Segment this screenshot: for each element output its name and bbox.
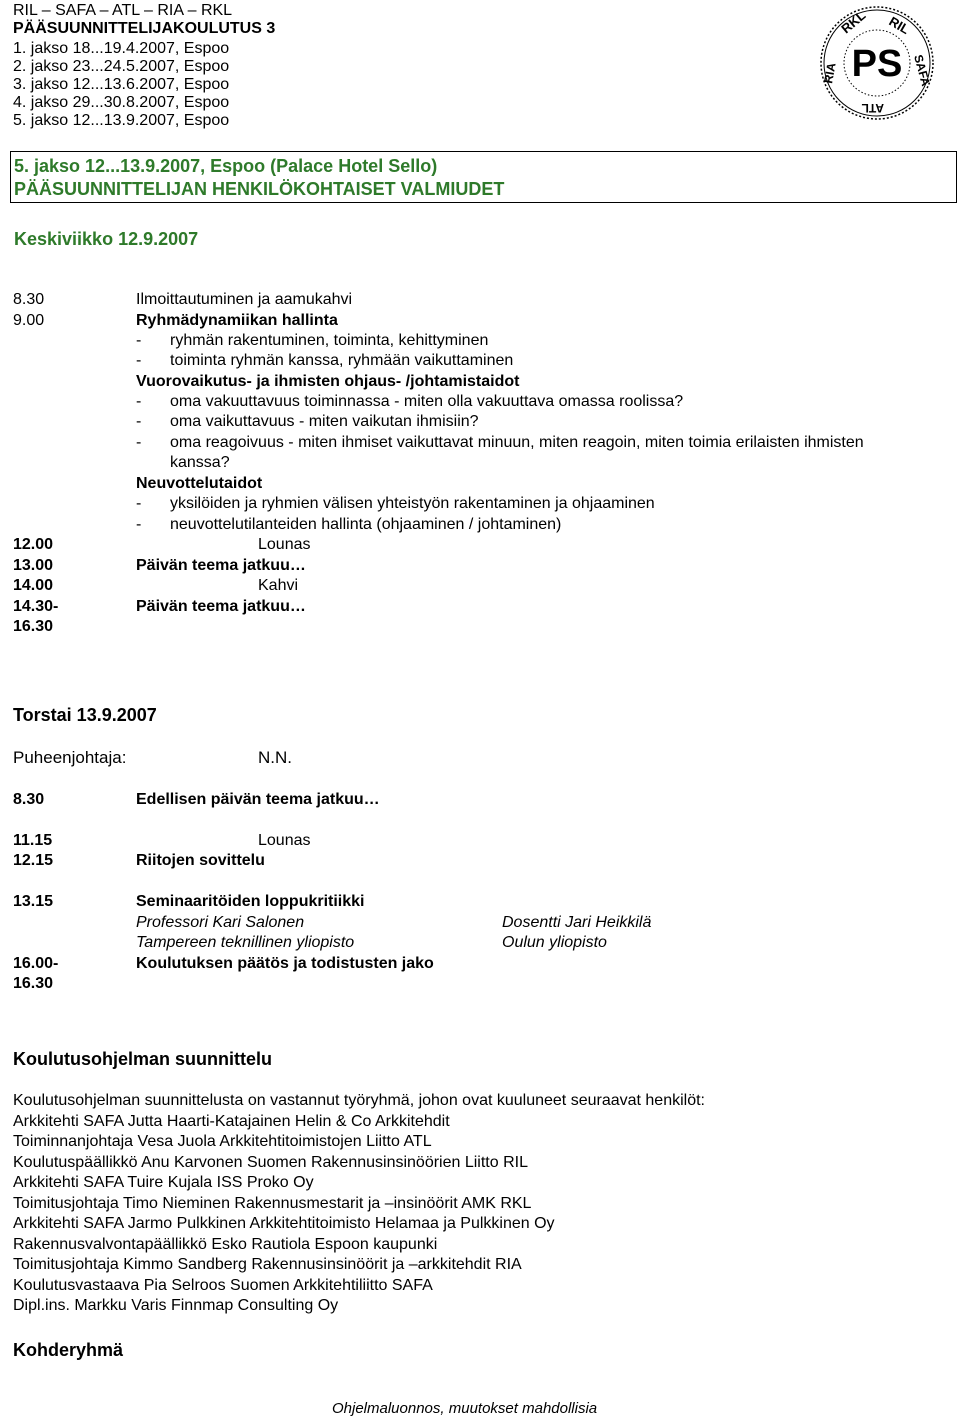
day2-title: Torstai 13.9.2007 bbox=[13, 705, 157, 725]
time: 8.30 bbox=[13, 791, 45, 808]
person-item: Koulutusvastaava Pia Selroos Suomen Arkkitehtiliitto SAFA bbox=[13, 1277, 433, 1294]
time: 8.30 bbox=[13, 291, 45, 308]
person-item: Toiminnanjohtaja Vesa Juola Arkkitehtitoimistojen Liitto ATL bbox=[13, 1133, 432, 1150]
person-item: Koulutuspäällikkö Anu Karvonen Suomen Rakennusinsinöörien Liitto RIL bbox=[13, 1154, 528, 1171]
speaker-name: Professori Kari Salonen bbox=[136, 914, 305, 931]
period-item: 1. jakso 18...19.4.2007, Espoo bbox=[13, 40, 230, 57]
logo-center-text: PS bbox=[851, 43, 903, 85]
person-item: Rakennusvalvontapäällikkö Esko Rautiola Espoon kaupunki bbox=[13, 1236, 438, 1253]
banner-line2: PÄÄSUUNNITTELIJAN HENKILÖKOHTAISET VALMIUDET bbox=[14, 179, 505, 199]
svg-text:RKL: RKL bbox=[838, 7, 869, 37]
speaker-name: Dosentti Jari Heikkilä bbox=[502, 914, 652, 931]
header-organizations: RIL – SAFA – ATL – RIA – RKL bbox=[13, 2, 233, 19]
bullet-text-cont: kanssa? bbox=[170, 454, 230, 471]
bullet-text: toiminta ryhmän kanssa, ryhmään vaikuttaminen bbox=[170, 352, 514, 369]
person-item: Arkkitehti SAFA Jutta Haarti-Katajainen Helin & Co Arkkitehdit bbox=[13, 1113, 450, 1130]
subheading: Vuorovaikutus- ja ihmisten ohjaus- /johtamistaidot bbox=[136, 373, 520, 390]
agenda-item: Seminaaritöiden loppukritiikki bbox=[136, 893, 365, 910]
time: 16.00- bbox=[13, 955, 59, 972]
chair-label: Puheenjohtaja: bbox=[13, 748, 127, 767]
time: 12.15 bbox=[13, 852, 54, 869]
planning-title: Koulutusohjelman suunnittelu bbox=[13, 1049, 272, 1069]
time: 9.00 bbox=[13, 312, 45, 329]
period-item: 2. jakso 23...24.5.2007, Espoo bbox=[13, 58, 230, 75]
person-item: Toimitusjohtaja Timo Nieminen Rakennusmestarit ja –insinöörit AMK RKL bbox=[13, 1195, 532, 1212]
svg-text:RIA: RIA bbox=[821, 61, 839, 85]
target-group-title: Kohderyhmä bbox=[13, 1340, 124, 1360]
period-item: 4. jakso 29...30.8.2007, Espoo bbox=[13, 94, 230, 111]
time: 16.30 bbox=[13, 975, 54, 992]
speaker-org: Tampereen teknillinen yliopisto bbox=[136, 934, 355, 951]
period-item: 5. jakso 12...13.9.2007, Espoo bbox=[13, 112, 230, 129]
time: 13.00 bbox=[13, 557, 54, 574]
agenda-item: Riitojen sovittelu bbox=[136, 852, 265, 869]
time: 14.30- bbox=[13, 598, 59, 615]
agenda-item: Ilmoittautuminen ja aamukahvi bbox=[136, 291, 353, 308]
bullet-text: neuvottelutilanteiden hallinta (ohjaaminen / johtaminen) bbox=[170, 516, 562, 533]
bullet-text: oma vakuuttavuus toiminnassa - miten olla vakuuttava omassa roolissa? bbox=[170, 393, 684, 410]
person-item: Dipl.ins. Markku Varis Finnmap Consulting Oy bbox=[13, 1297, 339, 1314]
person-item: Arkkitehti SAFA Jarmo Pulkkinen Arkkitehtitoimisto Helamaa ja Pulkkinen Oy bbox=[13, 1215, 555, 1232]
bullet-dash: - bbox=[136, 393, 142, 410]
time: 14.00 bbox=[13, 577, 54, 594]
bullet-dash: - bbox=[136, 413, 142, 430]
agenda-item: Koulutuksen päätös ja todistusten jako bbox=[136, 955, 434, 972]
agenda-item: Edellisen päivän teema jatkuu… bbox=[136, 791, 380, 808]
bullet-text: ryhmän rakentuminen, toiminta, kehittyminen bbox=[170, 332, 489, 349]
svg-text:SAFA: SAFA bbox=[911, 53, 933, 88]
agenda-item: Lounas bbox=[258, 832, 311, 849]
person-item: Arkkitehti SAFA Tuire Kujala ISS Proko Oy bbox=[13, 1174, 314, 1191]
bullet-dash: - bbox=[136, 332, 142, 349]
svg-text:ATL: ATL bbox=[861, 101, 884, 115]
time: 13.15 bbox=[13, 893, 54, 910]
person-item: Toimitusjohtaja Kimmo Sandberg Rakennusinsinöörit ja –arkkitehdit RIA bbox=[13, 1256, 522, 1273]
subheading: Neuvottelutaidot bbox=[136, 475, 263, 492]
chair-value: N.N. bbox=[258, 748, 292, 767]
period-item: 3. jakso 12...13.6.2007, Espoo bbox=[13, 76, 230, 93]
banner-line1: 5. jakso 12...13.9.2007, Espoo (Palace Hotel Sello) bbox=[14, 156, 438, 176]
bullet-text: yksilöiden ja ryhmien välisen yhteistyön rakentaminen ja ohjaaminen bbox=[170, 495, 655, 512]
ps-seal-logo-icon bbox=[818, 4, 936, 122]
agenda-item: Lounas bbox=[258, 536, 311, 553]
bullet-text: oma vaikuttavuus - miten vaikutan ihmisiin? bbox=[170, 413, 479, 430]
bullet-text: oma reagoivuus - miten ihmiset vaikuttavat minuun, miten reagoin, miten toimia erilaisten ihmisten bbox=[170, 434, 864, 451]
bullet-dash: - bbox=[136, 516, 142, 533]
time: 16.30 bbox=[13, 618, 54, 635]
agenda-item: Päivän teema jatkuu… bbox=[136, 557, 306, 574]
day1-title: Keskiviikko 12.9.2007 bbox=[14, 229, 199, 249]
time: 12.00 bbox=[13, 536, 54, 553]
bullet-dash: - bbox=[136, 495, 142, 512]
planning-intro: Koulutusohjelman suunnittelusta on vastannut työryhmä, johon ovat kuuluneet seuraavat henkilöt: bbox=[13, 1092, 705, 1109]
bullet-dash: - bbox=[136, 352, 142, 369]
agenda-item: Päivän teema jatkuu… bbox=[136, 598, 306, 615]
time: 11.15 bbox=[13, 832, 53, 849]
header-course-title: PÄÄSUUNNITTELIJAKOULUTUS 3 bbox=[13, 20, 276, 37]
speaker-org: Oulun yliopisto bbox=[502, 934, 607, 951]
svg-text:RIL: RIL bbox=[886, 13, 913, 38]
bullet-dash: - bbox=[136, 434, 142, 451]
agenda-item: Kahvi bbox=[258, 577, 299, 594]
footer-note: Ohjelmaluonnos, muutokset mahdollisia bbox=[332, 1400, 598, 1417]
agenda-item: Ryhmädynamiikan hallinta bbox=[136, 312, 338, 329]
